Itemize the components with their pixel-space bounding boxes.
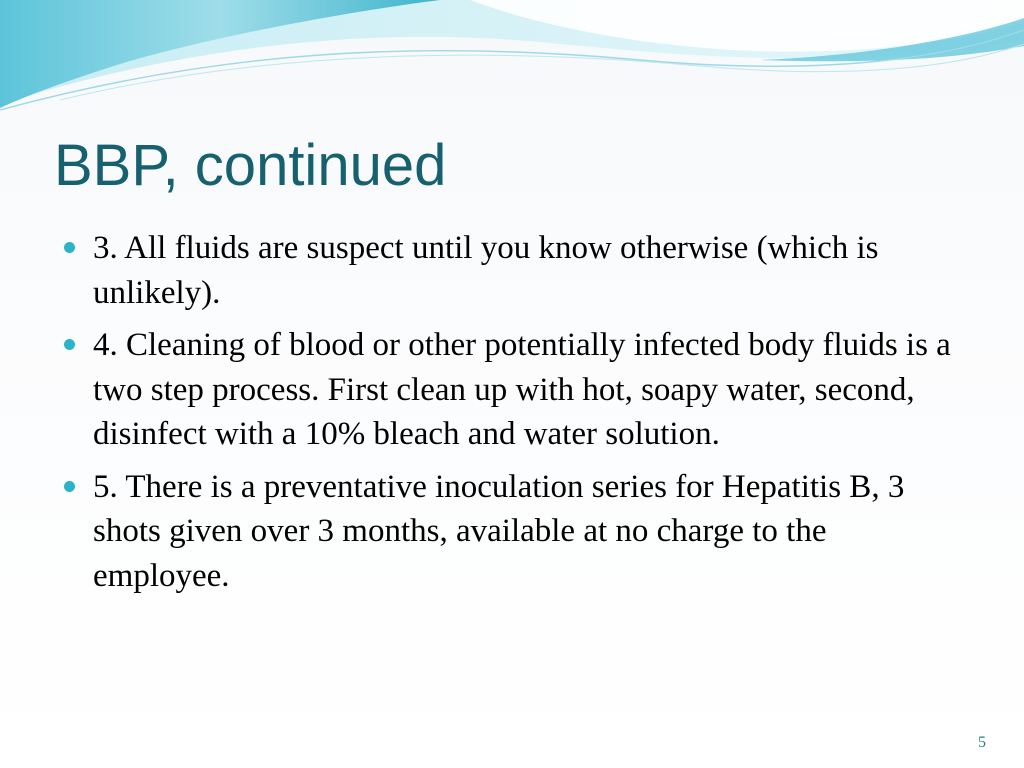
wave-header-decoration [0, 0, 1024, 120]
bullet-dot-icon [64, 339, 75, 350]
slide-title: BBP, continued [54, 133, 447, 198]
page-number: 5 [978, 734, 986, 751]
bullet-item [64, 226, 964, 315]
bullet-dot-icon [64, 242, 75, 253]
bullet-dot-icon [64, 481, 75, 492]
bullet-text: 4. Cleaning of blood or other potentially infected body fluids is a two step process. First clean up with hot, soapy water, second, disinfect with a 10% bleach and water solution. [93, 327, 951, 452]
bullet-item [64, 465, 964, 599]
bullet-text: 3. All fluids are suspect until you know otherwise (which is unlikely). [93, 230, 879, 311]
bullet-list [64, 226, 964, 606]
bullet-text: 5. There is a preventative inoculation series for Hepatitis B, 3 shots given over 3 months, available at no charge to the employee. [93, 468, 905, 594]
bullet-item [64, 323, 964, 457]
